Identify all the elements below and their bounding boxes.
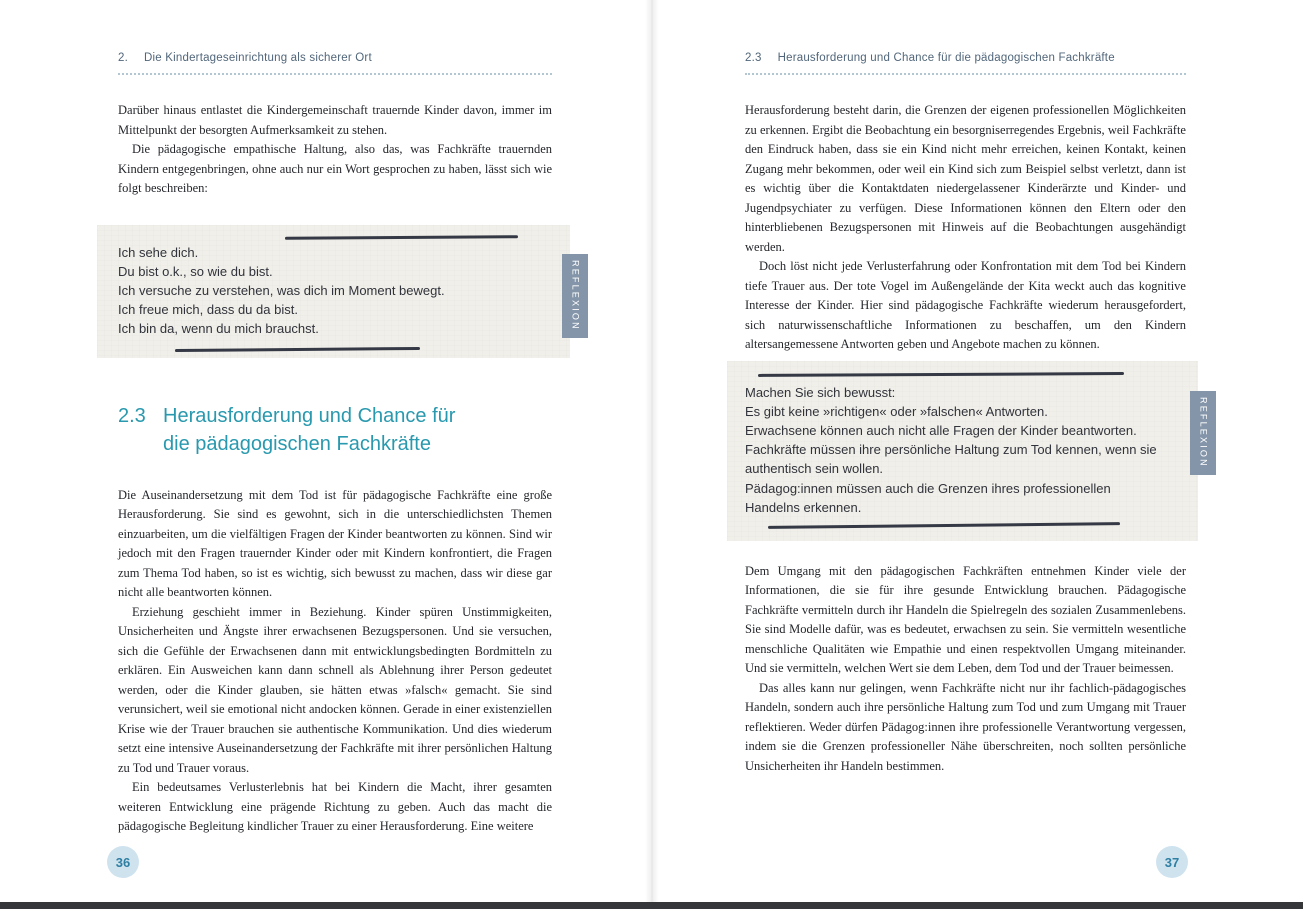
running-head	[745, 52, 1186, 75]
paragraph: Dem Umgang mit den pädagogischen Fachkräften entnehmen Kinder viele der Informationen, die sie für ihre gesunde Entwicklung brauchen. Pädagogische Fachkräfte vermitteln durch ihr Handeln die Spielregeln des sozialen Zusammenlebens. Sie sind Modelle dafür, was es bedeutet, erwachsen zu sein. Sie vermitteln wesentliche menschliche Qualitäten wie Empathie und einen respektvollen Umgang miteinander. Und sie vermitteln, welchen Wert sie dem Leben, dem Tod und der Trauer beimessen.	[745, 563, 1186, 675]
reflexion-line: Fachkräfte müssen ihre persönliche Haltung zum Tod kennen, wenn sie authentisch sein wollen.	[745, 442, 1157, 477]
body-text	[745, 562, 1186, 777]
paragraph: Das alles kann nur gelingen, wenn Fachkräfte nicht nur ihr fachlich-pädagogisches Handeln, sondern auch ihre persönliche Haltung zum Tod und zum Umgang mit Trauer reflektieren. Weder dürfen Pädagog:innen ihre professionelle Verantwortung vergessen, indem sie die Grenzen professioneller Nähe überschreiten, noch sollten persönliche Unsicherheiten ihr Handeln bestimmen.	[745, 680, 1186, 773]
reflexion-line: Du bist o.k., so wie du bist.	[118, 263, 273, 279]
section-heading-line: Herausforderung und Chance für	[163, 404, 456, 427]
reflexion-line: Ich sehe dich.	[118, 244, 199, 260]
paragraph: Die Auseinandersetzung mit dem Tod ist für pädagogische Fachkräfte eine große Herausforderung. Sie sind es gewohnt, sich in die unterschiedlichsten Themen einzuarbeiten, um die vielfältigen Fragen der Kinder beantworten zu können. Sind wir jedoch mit den Fragen trauernder Kinder oder mit Kindern konfrontiert, die Fragen zum Thema Tod haben, so ist es wichtig, sich bewusst zu machen, dass wir diese gar nicht alle beantworten können.	[118, 487, 552, 599]
page-number-badge: 37	[1156, 846, 1188, 878]
reflexion-box	[727, 361, 1209, 541]
page-number-badge: 36	[107, 846, 139, 878]
reflexion-line: Ich freue mich, dass du da bist.	[118, 302, 298, 318]
running-head-title: Die Kindertageseinrichtung als sicherer Ort	[144, 52, 372, 64]
reflexion-lines	[745, 383, 1168, 517]
reflexion-line: Machen Sie sich bewusst:	[745, 384, 896, 400]
bottom-bar	[0, 902, 1303, 909]
reflexion-box	[97, 225, 581, 358]
intro-text	[118, 101, 552, 199]
reflexion-lines	[118, 243, 550, 339]
page-left	[0, 0, 651, 903]
paragraph: Herausforderung besteht darin, die Grenzen der eigenen professionellen Möglichkeiten zu erkennen. Ergibt die Beobachtung ein besorgniserregendes Ergebnis, weil Fachkräfte den Eindruck haben, dass sie ein Kind nicht mehr erreichen, keinen Kontakt, keinen Zugang mehr bekommen, oder weil ein Kind sich zum Beispiel selbst verletzt, dann ist es wichtig über die Kontaktdaten niedergelassener Kinderärzte und Kinder- und Jugendpsychiater zu verfügen. Diese Informationen können den Eltern oder den hinterbliebenen Bezugspersonen mit Hinweis auf die Beobachtungen ausgehändigt werden.	[745, 103, 1186, 254]
intro-text	[745, 101, 1186, 355]
section-heading	[118, 402, 552, 458]
body-text	[118, 486, 552, 837]
running-head-number: 2.3	[745, 52, 762, 64]
paragraph: Darüber hinaus entlastet die Kindergemeinschaft trauernde Kinder davon, immer im Mittelpunkt der besorgten Aufmerksamkeit zu stehen.	[118, 103, 552, 137]
page-right	[652, 0, 1303, 903]
paragraph: Erziehung geschieht immer in Beziehung. Kinder spüren Unstimmigkeiten, Unsicherheiten und Ängste ihrer erwachsenen Bezugspersonen. Und sie versuchen, sich die Gefühle der Erwachsenen dann mit entwicklungsbedingten Bordmitteln zu erklären. Ein Ausweichen kann dann schnell als Ablehnung ihrer Person gedeutet werden, oder die Kinder glauben, sie hätten etwas »falsch« gemacht. Sie sind verunsichert, weil sie emotional nicht andocken können. Gerade in einer existenziellen Krise wie der Trauer brauchen sie authentische Kommunikation. Und dies wiederum setzt eine intensive Auseinandersetzung der Fachkräfte mit ihrer persönlichen Haltung zu Tod und Trauer voraus.	[118, 604, 552, 775]
decorative-stroke-bottom	[768, 522, 1120, 528]
decorative-stroke-top	[285, 235, 518, 239]
reflexion-line: Pädagog:innen müssen auch die Grenzen ihres professionellen Handelns erkennen.	[745, 480, 1111, 515]
reflexion-line: Es gibt keine »richtigen« oder »falschen« Antworten.	[745, 403, 1048, 419]
reflexion-tab: REFLEXION	[562, 254, 588, 338]
running-head-number: 2.	[118, 52, 128, 64]
decorative-stroke-top	[758, 372, 1124, 377]
reflexion-tab: REFLEXION	[1190, 391, 1216, 475]
page-left-content	[118, 52, 581, 837]
paragraph: Ein bedeutsames Verlusterlebnis hat bei Kindern die Macht, ihrer gesamten weiteren Entwicklung eine prägende Richtung zu geben. Auch das macht die pädagogische Begleitung kindlicher Trauer zu einer Herausforderung. Eine weitere	[118, 780, 552, 833]
reflexion-line: Ich bin da, wenn du mich brauchst.	[118, 321, 319, 337]
running-head	[118, 52, 552, 75]
paragraph: Die pädagogische empathische Haltung, also das, was Fachkräfte trauernden Kindern entgegenbringen, ohne auch nur ein Wort gesprochen zu haben, lässt sich wie folgt beschreiben:	[118, 142, 552, 195]
decorative-stroke-bottom	[175, 347, 420, 352]
section-heading-line: die pädagogischen Fachkräfte	[163, 432, 431, 455]
page-right-content	[745, 52, 1209, 776]
section-heading-number: 2.3	[118, 404, 146, 427]
section-heading-text	[163, 402, 455, 458]
reflexion-line: Erwachsene können auch nicht alle Fragen der Kinder beantworten.	[745, 422, 1137, 438]
running-head-title: Herausforderung und Chance für die pädagogischen Fachkräfte	[777, 52, 1115, 64]
reflexion-line: Ich versuche zu verstehen, was dich im Moment bewegt.	[118, 282, 445, 298]
paragraph: Doch löst nicht jede Verlusterfahrung oder Konfrontation mit dem Tod bei Kindern tiefe Trauer aus. Der tote Vogel im Außengelände der Kita weckt auch das kognitive Interesse der Kinder. Hier sind pädagogische Fachkräfte wiederum herausgefordert, sich naturwissenschaftliche Informationen zu beschaffen, um den Kindern altersangemessene Antworten geben und Angebote machen zu können.	[745, 259, 1186, 351]
